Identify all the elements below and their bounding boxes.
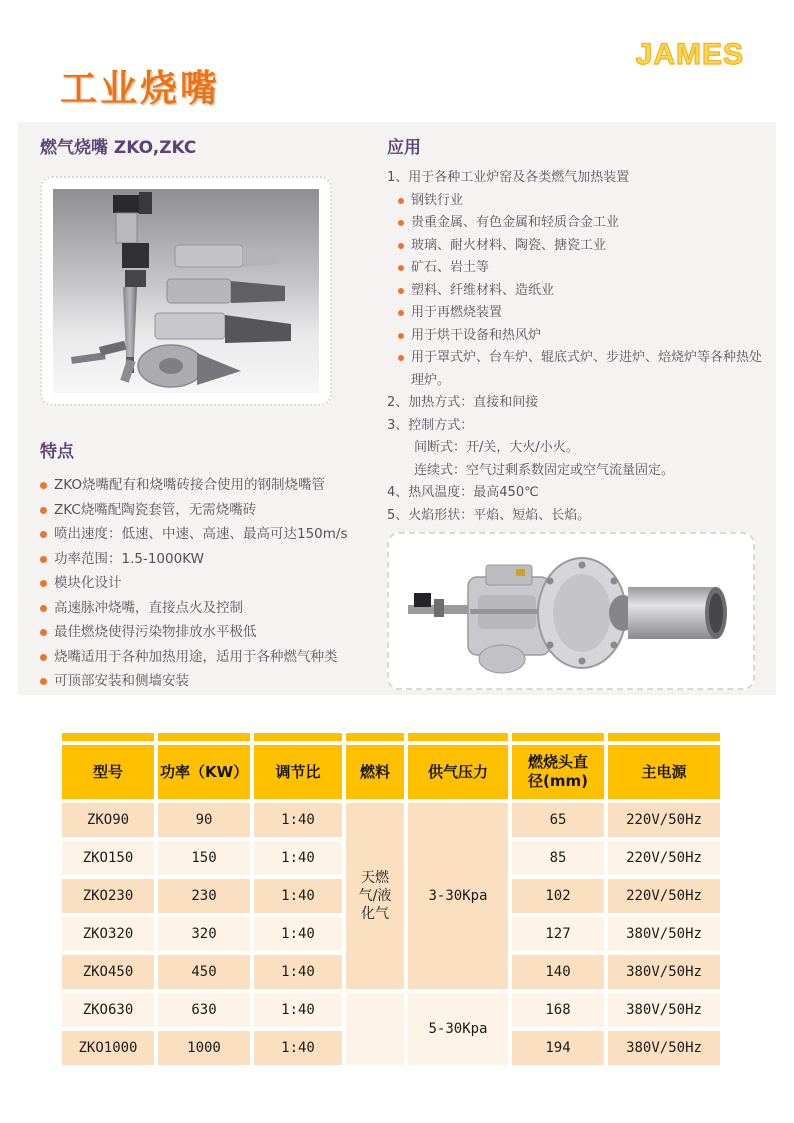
single-burner-photo [398, 543, 744, 679]
page-title: 工业烧嘴 [60, 67, 220, 110]
application-item [387, 460, 762, 483]
bullet-icon [40, 507, 47, 514]
bullet-icon [398, 220, 404, 226]
power-cell: 90 [158, 803, 250, 837]
bullet-icon [398, 198, 404, 204]
ratio-cell: 1:40 [254, 1031, 342, 1065]
application-text: 间断式：开/关，大火/小火。 [414, 440, 579, 455]
diameter-cell: 65 [512, 803, 604, 837]
feature-text: ZKC烧嘴配陶瓷套管，无需烧嘴砖 [54, 501, 257, 518]
power-cell: 1000 [158, 1031, 250, 1065]
application-item [387, 505, 762, 528]
product-image-box-2 [387, 532, 755, 690]
fuel-cell: 天燃气/液化气 [346, 803, 404, 989]
feature-item [40, 473, 365, 498]
power-supply-cell: 380V/50Hz [608, 955, 720, 989]
burner-assembly-photo [53, 189, 319, 393]
table-row [62, 803, 720, 837]
bullet-icon [40, 531, 47, 538]
bullet-icon [398, 265, 404, 271]
spec-table [58, 729, 724, 1069]
applications-list [387, 167, 762, 527]
table-row [62, 993, 720, 1027]
application-text: 1、用于各种工业炉窑及各类燃气加热装置 [387, 170, 630, 185]
model-cell: ZKO1000 [62, 1031, 154, 1065]
application-text: 用于烘干设备和热风炉 [411, 327, 542, 343]
header-power: 功率（KW） [158, 745, 250, 799]
brand-logo: JAMES [635, 38, 744, 71]
bullet-icon [40, 678, 47, 685]
right-column [365, 122, 776, 695]
power-cell: 320 [158, 917, 250, 951]
application-text: 3、控制方式： [387, 417, 474, 433]
pressure-cell: 3-30Kpa [408, 803, 508, 989]
header-pressure: 供气压力 [408, 745, 508, 799]
feature-text: 喷出速度：低速、中速、高速、最高可达150m/s [54, 526, 348, 542]
fuel-cell [346, 993, 404, 1065]
application-text: 4、热风温度：最高450℃ [387, 485, 539, 500]
feature-item [40, 522, 365, 547]
application-item [387, 347, 762, 392]
application-text: 矿石、岩土等 [411, 260, 490, 275]
diameter-cell: 194 [512, 1031, 604, 1065]
application-item [387, 280, 762, 303]
application-text: 玻璃、耐火材料、陶瓷、搪瓷工业 [411, 237, 607, 253]
application-item [387, 212, 762, 235]
application-item [387, 190, 762, 213]
power-supply-cell: 380V/50Hz [608, 917, 720, 951]
application-text: 连续式：空气过剩系数固定或空气流量固定。 [414, 462, 675, 478]
left-column [18, 122, 365, 695]
application-item [387, 437, 762, 460]
power-supply-cell: 380V/50Hz [608, 993, 720, 1027]
power-cell: 150 [158, 841, 250, 875]
diameter-cell: 140 [512, 955, 604, 989]
bullet-icon [40, 605, 47, 612]
applications-title: 应用 [387, 138, 421, 158]
ratio-cell: 1:40 [254, 841, 342, 875]
header-model: 型号 [62, 745, 154, 799]
header-supply: 主电源 [608, 745, 720, 799]
power-cell: 230 [158, 879, 250, 913]
diameter-cell: 168 [512, 993, 604, 1027]
bullet-icon [40, 629, 47, 636]
header-fuel: 燃料 [346, 745, 404, 799]
content-panel [18, 122, 776, 695]
model-cell: ZKO630 [62, 993, 154, 1027]
diameter-cell: 85 [512, 841, 604, 875]
table-header-row [62, 745, 720, 799]
feature-item [40, 620, 365, 645]
application-text: 用于再燃烧装置 [411, 305, 503, 320]
model-cell: ZKO150 [62, 841, 154, 875]
application-text: 贵重金属、有色金属和轻质合金工业 [411, 215, 620, 230]
bullet-icon [40, 580, 47, 587]
bullet-icon [398, 243, 404, 249]
application-text: 2、加热方式：直接和间接 [387, 395, 539, 410]
ratio-cell: 1:40 [254, 955, 342, 989]
application-item [387, 325, 762, 348]
power-supply-cell: 220V/50Hz [608, 803, 720, 837]
feature-text: 功率范围：1.5-1000KW [54, 550, 204, 567]
feature-item [40, 596, 365, 621]
application-item [387, 392, 762, 415]
feature-text: 烧嘴适用于各种加热用途，适用于各种燃气种类 [54, 648, 338, 665]
model-cell: ZKO90 [62, 803, 154, 837]
model-cell: ZKO450 [62, 955, 154, 989]
bullet-icon [40, 654, 47, 661]
application-text: 用于罩式炉、台车炉、辊底式炉、步进炉、焙烧炉等各种热处理炉。 [411, 350, 763, 388]
product-section-title: 燃气烧嘴 ZKO,ZKC [40, 138, 197, 158]
feature-text: 模块化设计 [54, 575, 122, 591]
application-item [387, 482, 762, 505]
application-item [387, 235, 762, 258]
application-text: 钢铁行业 [411, 192, 464, 208]
header-ratio: 调节比 [254, 745, 342, 799]
bullet-icon [398, 355, 404, 361]
application-text: 5、火焰形状：平焰、短焰、长焰。 [387, 507, 591, 523]
application-item [387, 415, 762, 438]
feature-text: 高速脉冲烧嘴，直接点火及控制 [54, 599, 243, 616]
power-cell: 630 [158, 993, 250, 1027]
application-item [387, 257, 762, 280]
feature-item [40, 547, 365, 572]
feature-item [40, 645, 365, 670]
diameter-cell: 127 [512, 917, 604, 951]
features-title: 特点 [40, 442, 74, 462]
table-accent-row [62, 733, 720, 741]
application-text: 塑料、纤维材料、造纸业 [411, 282, 555, 298]
model-cell: ZKO230 [62, 879, 154, 913]
ratio-cell: 1:40 [254, 879, 342, 913]
pressure-cell: 5-30Kpa [408, 993, 508, 1065]
diameter-cell: 102 [512, 879, 604, 913]
features-list [40, 473, 365, 694]
feature-text: ZKO烧嘴配有和烧嘴砖接合使用的钢制烧嘴管 [54, 477, 325, 493]
feature-text: 最佳燃烧使得污染物排放水平极低 [54, 624, 257, 640]
feature-text: 可顶部安装和侧墙安装 [54, 673, 189, 689]
power-supply-cell: 220V/50Hz [608, 841, 720, 875]
bullet-icon [40, 556, 47, 563]
bullet-icon [398, 333, 404, 339]
feature-item [40, 669, 365, 694]
feature-item [40, 498, 365, 523]
power-supply-cell: 220V/50Hz [608, 879, 720, 913]
power-supply-cell: 380V/50Hz [608, 1031, 720, 1065]
ratio-cell: 1:40 [254, 993, 342, 1027]
bullet-icon [398, 310, 404, 316]
power-cell: 450 [158, 955, 250, 989]
product-image-box-1 [40, 176, 332, 406]
header-diameter: 燃烧头直径(mm) [512, 745, 604, 799]
application-item [387, 302, 762, 325]
feature-item [40, 571, 365, 596]
model-cell: ZKO320 [62, 917, 154, 951]
bullet-icon [40, 482, 47, 489]
ratio-cell: 1:40 [254, 917, 342, 951]
application-item [387, 167, 762, 190]
bullet-icon [398, 288, 404, 294]
ratio-cell: 1:40 [254, 803, 342, 837]
